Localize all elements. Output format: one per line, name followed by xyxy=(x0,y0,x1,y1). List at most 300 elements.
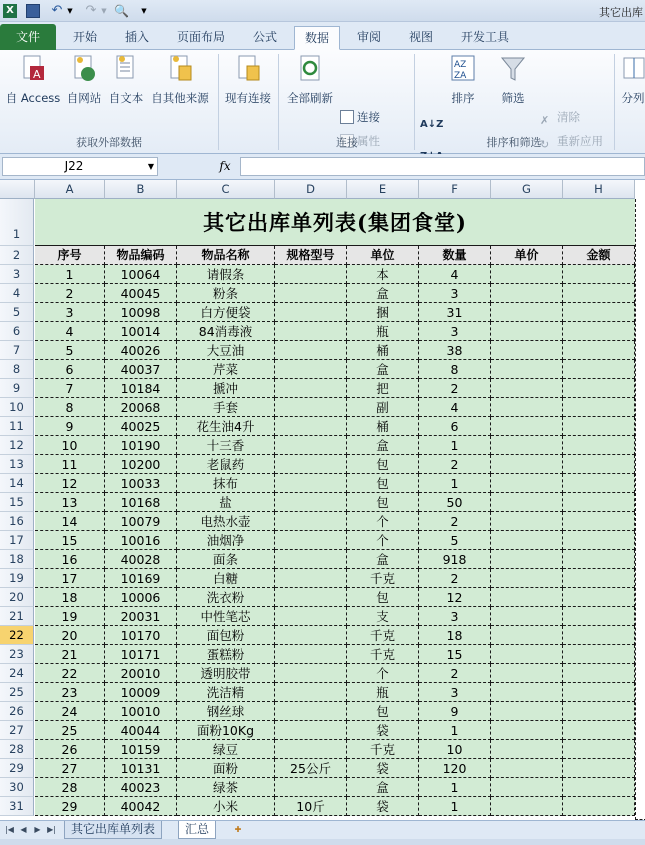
table-cell[interactable] xyxy=(491,284,563,303)
table-cell[interactable] xyxy=(275,493,347,512)
sheet-tab-summary[interactable]: 汇总 xyxy=(178,821,216,839)
table-cell[interactable] xyxy=(491,607,563,626)
tab-formulas[interactable]: 公式 xyxy=(252,30,277,44)
from-access-button[interactable]: A 自 Access xyxy=(2,54,64,114)
table-cell[interactable]: 个 xyxy=(347,664,419,683)
row-header[interactable]: 14 xyxy=(0,474,34,493)
row-header[interactable]: 15 xyxy=(0,493,34,512)
table-cell[interactable]: 瓶 xyxy=(347,683,419,702)
table-cell[interactable]: 6 xyxy=(419,417,491,436)
table-cell[interactable]: 10 xyxy=(35,436,105,455)
table-cell[interactable] xyxy=(635,199,645,820)
table-cell[interactable]: 15 xyxy=(35,531,105,550)
from-text-button[interactable]: 自文本 xyxy=(106,54,146,114)
table-cell[interactable]: 本 xyxy=(347,265,419,284)
table-cell[interactable]: 38 xyxy=(419,341,491,360)
customize-qat-icon[interactable]: ▼ xyxy=(141,7,147,15)
table-cell[interactable]: 包 xyxy=(347,493,419,512)
row-header[interactable]: 5 xyxy=(0,303,34,322)
table-cell[interactable]: 9 xyxy=(419,702,491,721)
table-cell[interactable]: 大豆油 xyxy=(177,341,275,360)
table-cell[interactable] xyxy=(275,341,347,360)
table-cell[interactable]: 桶 xyxy=(347,341,419,360)
table-cell[interactable]: 10159 xyxy=(105,740,177,759)
table-cell[interactable]: 6 xyxy=(35,360,105,379)
table-cell[interactable]: 40025 xyxy=(105,417,177,436)
undo-dropdown-icon[interactable]: ▼ xyxy=(67,7,73,15)
table-cell[interactable]: 2 xyxy=(419,512,491,531)
table-cell[interactable]: 1 xyxy=(419,436,491,455)
from-web-button[interactable]: 自网站 xyxy=(64,54,104,114)
table-cell[interactable] xyxy=(563,303,635,322)
table-cell[interactable]: 包 xyxy=(347,474,419,493)
table-cell[interactable]: 10016 xyxy=(105,531,177,550)
table-cell[interactable]: 15 xyxy=(419,645,491,664)
table-cell[interactable] xyxy=(491,474,563,493)
table-cell[interactable]: 23 xyxy=(35,683,105,702)
table-cell[interactable] xyxy=(563,284,635,303)
table-cell[interactable] xyxy=(491,797,563,816)
table-cell[interactable] xyxy=(563,379,635,398)
table-cell[interactable]: 40026 xyxy=(105,341,177,360)
column-label[interactable]: 序号 xyxy=(35,246,105,265)
table-cell[interactable] xyxy=(275,778,347,797)
table-cell[interactable]: 11 xyxy=(35,455,105,474)
row-header[interactable]: 10 xyxy=(0,398,34,417)
table-cell[interactable]: 18 xyxy=(35,588,105,607)
table-cell[interactable]: 21 xyxy=(35,645,105,664)
table-cell[interactable]: 2 xyxy=(35,284,105,303)
sheet-tab-list[interactable]: 其它出库单列表 xyxy=(64,821,162,839)
table-cell[interactable] xyxy=(275,702,347,721)
table-cell[interactable]: 包 xyxy=(347,455,419,474)
table-cell[interactable]: 千克 xyxy=(347,740,419,759)
table-cell[interactable]: 10171 xyxy=(105,645,177,664)
table-cell[interactable]: 袋 xyxy=(347,797,419,816)
tab-review[interactable]: 审阅 xyxy=(356,30,381,44)
row-header[interactable]: 19 xyxy=(0,569,34,588)
table-cell[interactable]: 18 xyxy=(419,626,491,645)
table-cell[interactable]: 40042 xyxy=(105,797,177,816)
table-cell[interactable] xyxy=(275,474,347,493)
column-header-b[interactable]: B xyxy=(105,180,177,199)
table-cell[interactable] xyxy=(563,531,635,550)
row-header[interactable]: 20 xyxy=(0,588,34,607)
undo-icon[interactable]: ↶ xyxy=(51,3,63,18)
table-cell[interactable] xyxy=(563,607,635,626)
table-cell[interactable] xyxy=(563,626,635,645)
column-header-d[interactable]: D xyxy=(275,180,347,199)
column-label[interactable]: 物品名称 xyxy=(177,246,275,265)
table-cell[interactable]: 40044 xyxy=(105,721,177,740)
table-cell[interactable]: 10190 xyxy=(105,436,177,455)
table-cell[interactable]: 3 xyxy=(419,284,491,303)
table-cell[interactable] xyxy=(491,379,563,398)
table-cell[interactable] xyxy=(275,322,347,341)
table-cell[interactable]: 透明胶带 xyxy=(177,664,275,683)
insert-function-icon[interactable]: fx xyxy=(219,159,231,173)
table-cell[interactable]: 花生油4升 xyxy=(177,417,275,436)
table-cell[interactable] xyxy=(491,588,563,607)
table-cell[interactable] xyxy=(563,740,635,759)
table-cell[interactable]: 瓶 xyxy=(347,322,419,341)
row-header[interactable]: 12 xyxy=(0,436,34,455)
table-cell[interactable]: 千克 xyxy=(347,626,419,645)
table-cell[interactable]: 千克 xyxy=(347,569,419,588)
table-cell[interactable] xyxy=(491,493,563,512)
table-cell[interactable] xyxy=(563,455,635,474)
table-cell[interactable]: 3 xyxy=(419,322,491,341)
row-header[interactable]: 22 xyxy=(0,626,34,645)
table-cell[interactable] xyxy=(491,569,563,588)
table-cell[interactable]: 捆 xyxy=(347,303,419,322)
table-cell[interactable]: 桶 xyxy=(347,417,419,436)
table-cell[interactable]: 2 xyxy=(419,379,491,398)
table-cell[interactable]: 40028 xyxy=(105,550,177,569)
column-label[interactable]: 物品编码 xyxy=(105,246,177,265)
sort-ascending-button[interactable] xyxy=(420,116,443,134)
table-cell[interactable] xyxy=(491,265,563,284)
row-header[interactable]: 23 xyxy=(0,645,34,664)
table-cell[interactable]: 10斤 xyxy=(275,797,347,816)
column-label[interactable]: 规格型号 xyxy=(275,246,347,265)
table-cell[interactable]: 盒 xyxy=(347,436,419,455)
table-cell[interactable]: 把 xyxy=(347,379,419,398)
existing-connections-button[interactable]: 现有连接 xyxy=(220,54,276,114)
table-cell[interactable] xyxy=(275,265,347,284)
table-cell[interactable] xyxy=(563,322,635,341)
table-cell[interactable]: 10131 xyxy=(105,759,177,778)
table-cell[interactable] xyxy=(275,417,347,436)
table-cell[interactable]: 搋冲 xyxy=(177,379,275,398)
table-cell[interactable]: 钢丝球 xyxy=(177,702,275,721)
table-cell[interactable] xyxy=(491,626,563,645)
table-cell[interactable]: 50 xyxy=(419,493,491,512)
table-cell[interactable]: 副 xyxy=(347,398,419,417)
table-cell[interactable]: 918 xyxy=(419,550,491,569)
tab-page-layout[interactable]: 页面布局 xyxy=(176,30,225,44)
table-cell[interactable]: 中性笔芯 xyxy=(177,607,275,626)
table-cell[interactable]: 20068 xyxy=(105,398,177,417)
table-cell[interactable] xyxy=(491,683,563,702)
table-cell[interactable]: 29 xyxy=(35,797,105,816)
column-label[interactable]: 数量 xyxy=(419,246,491,265)
column-header-e[interactable]: E xyxy=(347,180,419,199)
table-cell[interactable]: 24 xyxy=(35,702,105,721)
column-label[interactable]: 金额 xyxy=(563,246,635,265)
select-all-corner[interactable] xyxy=(0,180,35,199)
print-preview-icon[interactable]: 🔍 xyxy=(114,4,129,18)
table-cell[interactable]: 4 xyxy=(419,398,491,417)
table-cell[interactable] xyxy=(563,265,635,284)
table-cell[interactable]: 2 xyxy=(419,455,491,474)
row-header[interactable]: 21 xyxy=(0,607,34,626)
table-cell[interactable] xyxy=(275,398,347,417)
table-cell[interactable]: 洗衣粉 xyxy=(177,588,275,607)
row-header[interactable]: 24 xyxy=(0,664,34,683)
table-cell[interactable]: 10168 xyxy=(105,493,177,512)
row-header[interactable]: 9 xyxy=(0,379,34,398)
table-cell[interactable] xyxy=(563,474,635,493)
table-cell[interactable]: 面粉10Kg xyxy=(177,721,275,740)
table-cell[interactable]: 10079 xyxy=(105,512,177,531)
table-cell[interactable]: 9 xyxy=(35,417,105,436)
tab-view[interactable]: 视图 xyxy=(408,30,433,44)
table-cell[interactable]: 7 xyxy=(35,379,105,398)
table-cell[interactable] xyxy=(275,740,347,759)
prev-sheet-icon[interactable]: ◀ xyxy=(20,825,27,834)
table-cell[interactable]: 1 xyxy=(419,797,491,816)
row-header[interactable]: 31 xyxy=(0,797,34,816)
table-cell[interactable]: 1 xyxy=(419,778,491,797)
table-cell[interactable]: 面粉 xyxy=(177,759,275,778)
table-cell[interactable]: 包 xyxy=(347,588,419,607)
table-cell[interactable]: 27 xyxy=(35,759,105,778)
table-cell[interactable] xyxy=(275,436,347,455)
table-cell[interactable]: 12 xyxy=(419,588,491,607)
table-cell[interactable]: 粉条 xyxy=(177,284,275,303)
table-cell[interactable]: 5 xyxy=(419,531,491,550)
table-cell[interactable] xyxy=(491,417,563,436)
table-cell[interactable] xyxy=(275,626,347,645)
table-cell[interactable] xyxy=(275,284,347,303)
table-cell[interactable]: 盒 xyxy=(347,360,419,379)
table-cell[interactable]: 电热水壶 xyxy=(177,512,275,531)
table-cell[interactable]: 10009 xyxy=(105,683,177,702)
name-box-dropdown-icon[interactable]: ▼ xyxy=(147,162,155,171)
column-header-h[interactable]: H xyxy=(563,180,635,199)
table-cell[interactable]: 芹菜 xyxy=(177,360,275,379)
table-cell[interactable]: 3 xyxy=(35,303,105,322)
table-cell[interactable] xyxy=(275,645,347,664)
table-cell[interactable]: 26 xyxy=(35,740,105,759)
name-box[interactable]: J22 xyxy=(2,157,158,176)
column-label[interactable]: 单位 xyxy=(347,246,419,265)
table-cell[interactable] xyxy=(563,569,635,588)
table-cell[interactable]: 120 xyxy=(419,759,491,778)
table-cell[interactable] xyxy=(563,341,635,360)
table-cell[interactable]: 12 xyxy=(35,474,105,493)
table-cell[interactable]: 小米 xyxy=(177,797,275,816)
table-cell[interactable]: 盒 xyxy=(347,550,419,569)
column-header-c[interactable]: C xyxy=(177,180,275,199)
table-cell[interactable]: 10064 xyxy=(105,265,177,284)
row-header[interactable]: 2 xyxy=(0,246,34,265)
row-header[interactable]: 11 xyxy=(0,417,34,436)
table-cell[interactable]: 盒 xyxy=(347,778,419,797)
next-sheet-icon[interactable]: ▶ xyxy=(34,825,41,834)
table-cell[interactable]: 17 xyxy=(35,569,105,588)
row-header[interactable]: 28 xyxy=(0,740,34,759)
table-cell[interactable]: 抹布 xyxy=(177,474,275,493)
table-cell[interactable] xyxy=(563,645,635,664)
table-cell[interactable] xyxy=(563,493,635,512)
row-header[interactable]: 27 xyxy=(0,721,34,740)
table-cell[interactable]: 22 xyxy=(35,664,105,683)
table-cell[interactable] xyxy=(563,797,635,816)
table-cell[interactable]: 包 xyxy=(347,702,419,721)
table-cell[interactable] xyxy=(491,341,563,360)
redo-icon[interactable]: ↷ xyxy=(85,3,97,18)
table-cell[interactable]: 盐 xyxy=(177,493,275,512)
table-cell[interactable]: 4 xyxy=(419,265,491,284)
clear-button[interactable]: ✗ 清除 xyxy=(540,110,580,127)
row-header[interactable]: 1 xyxy=(0,199,34,246)
table-cell[interactable] xyxy=(491,645,563,664)
table-cell[interactable]: 10098 xyxy=(105,303,177,322)
table-cell[interactable] xyxy=(491,303,563,322)
tab-home[interactable]: 开始 xyxy=(72,30,97,44)
column-header-g[interactable]: G xyxy=(491,180,563,199)
text-to-columns-button[interactable]: 分列 xyxy=(618,54,645,114)
table-cell[interactable]: 手套 xyxy=(177,398,275,417)
table-cell[interactable] xyxy=(275,455,347,474)
table-cell[interactable] xyxy=(491,360,563,379)
formula-input[interactable] xyxy=(240,157,645,176)
table-cell[interactable] xyxy=(491,398,563,417)
table-cell[interactable]: 4 xyxy=(35,322,105,341)
table-cell[interactable] xyxy=(275,512,347,531)
row-header[interactable]: 8 xyxy=(0,360,34,379)
table-cell[interactable] xyxy=(275,303,347,322)
table-cell[interactable] xyxy=(563,512,635,531)
table-cell[interactable]: 19 xyxy=(35,607,105,626)
table-cell[interactable]: 20031 xyxy=(105,607,177,626)
table-cell[interactable]: 请假条 xyxy=(177,265,275,284)
column-label[interactable]: 单价 xyxy=(491,246,563,265)
table-cell[interactable]: 老鼠药 xyxy=(177,455,275,474)
table-cell[interactable]: 袋 xyxy=(347,721,419,740)
table-cell[interactable] xyxy=(491,455,563,474)
table-cell[interactable] xyxy=(491,436,563,455)
table-cell[interactable]: 10170 xyxy=(105,626,177,645)
table-cell[interactable] xyxy=(275,664,347,683)
row-header[interactable]: 29 xyxy=(0,759,34,778)
table-cell[interactable]: 2 xyxy=(419,664,491,683)
table-cell[interactable]: 10006 xyxy=(105,588,177,607)
table-cell[interactable]: 13 xyxy=(35,493,105,512)
table-cell[interactable] xyxy=(491,759,563,778)
tab-developer[interactable]: 开发工具 xyxy=(460,30,509,44)
table-cell[interactable] xyxy=(563,398,635,417)
table-cell[interactable]: 千克 xyxy=(347,645,419,664)
column-header-a[interactable]: A xyxy=(35,180,105,199)
worksheet-grid[interactable] xyxy=(0,180,645,820)
table-cell[interactable]: 支 xyxy=(347,607,419,626)
table-cell[interactable]: 油烟净 xyxy=(177,531,275,550)
table-cell[interactable]: 8 xyxy=(35,398,105,417)
sort-button[interactable]: AZ ZA 排序 xyxy=(446,54,480,114)
table-cell[interactable]: 10184 xyxy=(105,379,177,398)
table-cell[interactable]: 20 xyxy=(35,626,105,645)
table-cell[interactable]: 洗洁精 xyxy=(177,683,275,702)
table-cell[interactable]: 1 xyxy=(35,265,105,284)
table-cell[interactable]: 10169 xyxy=(105,569,177,588)
table-cell[interactable] xyxy=(491,550,563,569)
sheet-title[interactable]: 其它出库单列表(集团食堂) xyxy=(35,199,635,246)
from-other-sources-button[interactable]: 自其他来源 xyxy=(148,54,212,114)
row-header[interactable]: 17 xyxy=(0,531,34,550)
table-cell[interactable] xyxy=(563,702,635,721)
table-cell[interactable]: 3 xyxy=(419,607,491,626)
table-cell[interactable]: 10014 xyxy=(105,322,177,341)
table-cell[interactable]: 袋 xyxy=(347,759,419,778)
table-cell[interactable]: 1 xyxy=(419,721,491,740)
tab-insert[interactable]: 插入 xyxy=(124,30,149,44)
properties-button[interactable]: 属性 xyxy=(340,132,380,150)
table-cell[interactable]: 3 xyxy=(419,683,491,702)
table-cell[interactable]: 2 xyxy=(419,569,491,588)
table-cell[interactable]: 10033 xyxy=(105,474,177,493)
table-cell[interactable]: 面条 xyxy=(177,550,275,569)
table-cell[interactable] xyxy=(275,683,347,702)
row-header[interactable]: 26 xyxy=(0,702,34,721)
tab-data[interactable]: 数据 xyxy=(294,26,340,50)
table-cell[interactable] xyxy=(563,778,635,797)
table-cell[interactable] xyxy=(275,550,347,569)
table-cell[interactable] xyxy=(275,360,347,379)
table-cell[interactable] xyxy=(491,702,563,721)
row-header[interactable]: 7 xyxy=(0,341,34,360)
table-cell[interactable] xyxy=(491,664,563,683)
table-cell[interactable]: 10 xyxy=(419,740,491,759)
table-cell[interactable]: 40023 xyxy=(105,778,177,797)
table-cell[interactable]: 十三香 xyxy=(177,436,275,455)
insert-sheet-icon[interactable]: ✚ xyxy=(234,825,242,834)
table-cell[interactable]: 14 xyxy=(35,512,105,531)
table-cell[interactable] xyxy=(275,569,347,588)
table-cell[interactable]: 40037 xyxy=(105,360,177,379)
table-cell[interactable] xyxy=(563,683,635,702)
table-cell[interactable] xyxy=(491,512,563,531)
table-cell[interactable] xyxy=(563,759,635,778)
redo-dropdown-icon[interactable]: ▼ xyxy=(101,7,107,15)
connections-button[interactable]: 连接 xyxy=(340,108,380,126)
table-cell[interactable]: 31 xyxy=(419,303,491,322)
first-sheet-icon[interactable]: |◀ xyxy=(5,825,14,834)
refresh-all-button[interactable]: 全部刷新 xyxy=(282,54,338,114)
row-header[interactable]: 6 xyxy=(0,322,34,341)
row-header[interactable]: 13 xyxy=(0,455,34,474)
table-cell[interactable]: 白糖 xyxy=(177,569,275,588)
table-cell[interactable]: 绿豆 xyxy=(177,740,275,759)
table-cell[interactable] xyxy=(275,379,347,398)
table-cell[interactable] xyxy=(491,740,563,759)
save-icon[interactable] xyxy=(26,4,40,18)
table-cell[interactable]: 16 xyxy=(35,550,105,569)
table-cell[interactable]: 个 xyxy=(347,531,419,550)
table-cell[interactable] xyxy=(563,588,635,607)
row-header[interactable]: 16 xyxy=(0,512,34,531)
table-cell[interactable]: 白方便袋 xyxy=(177,303,275,322)
table-cell[interactable] xyxy=(563,360,635,379)
table-cell[interactable]: 1 xyxy=(419,474,491,493)
table-cell[interactable]: 40045 xyxy=(105,284,177,303)
table-cell[interactable] xyxy=(275,531,347,550)
row-header[interactable]: 3 xyxy=(0,265,34,284)
table-cell[interactable]: 10010 xyxy=(105,702,177,721)
reapply-button[interactable]: ↻ 重新应用 xyxy=(540,134,603,151)
table-cell[interactable] xyxy=(563,550,635,569)
table-cell[interactable] xyxy=(275,607,347,626)
table-cell[interactable]: 10200 xyxy=(105,455,177,474)
table-cell[interactable] xyxy=(563,721,635,740)
row-header[interactable]: 30 xyxy=(0,778,34,797)
table-cell[interactable]: 20010 xyxy=(105,664,177,683)
table-cell[interactable]: 面包粉 xyxy=(177,626,275,645)
filter-button[interactable]: 筛选 xyxy=(494,54,532,114)
table-cell[interactable]: 绿茶 xyxy=(177,778,275,797)
